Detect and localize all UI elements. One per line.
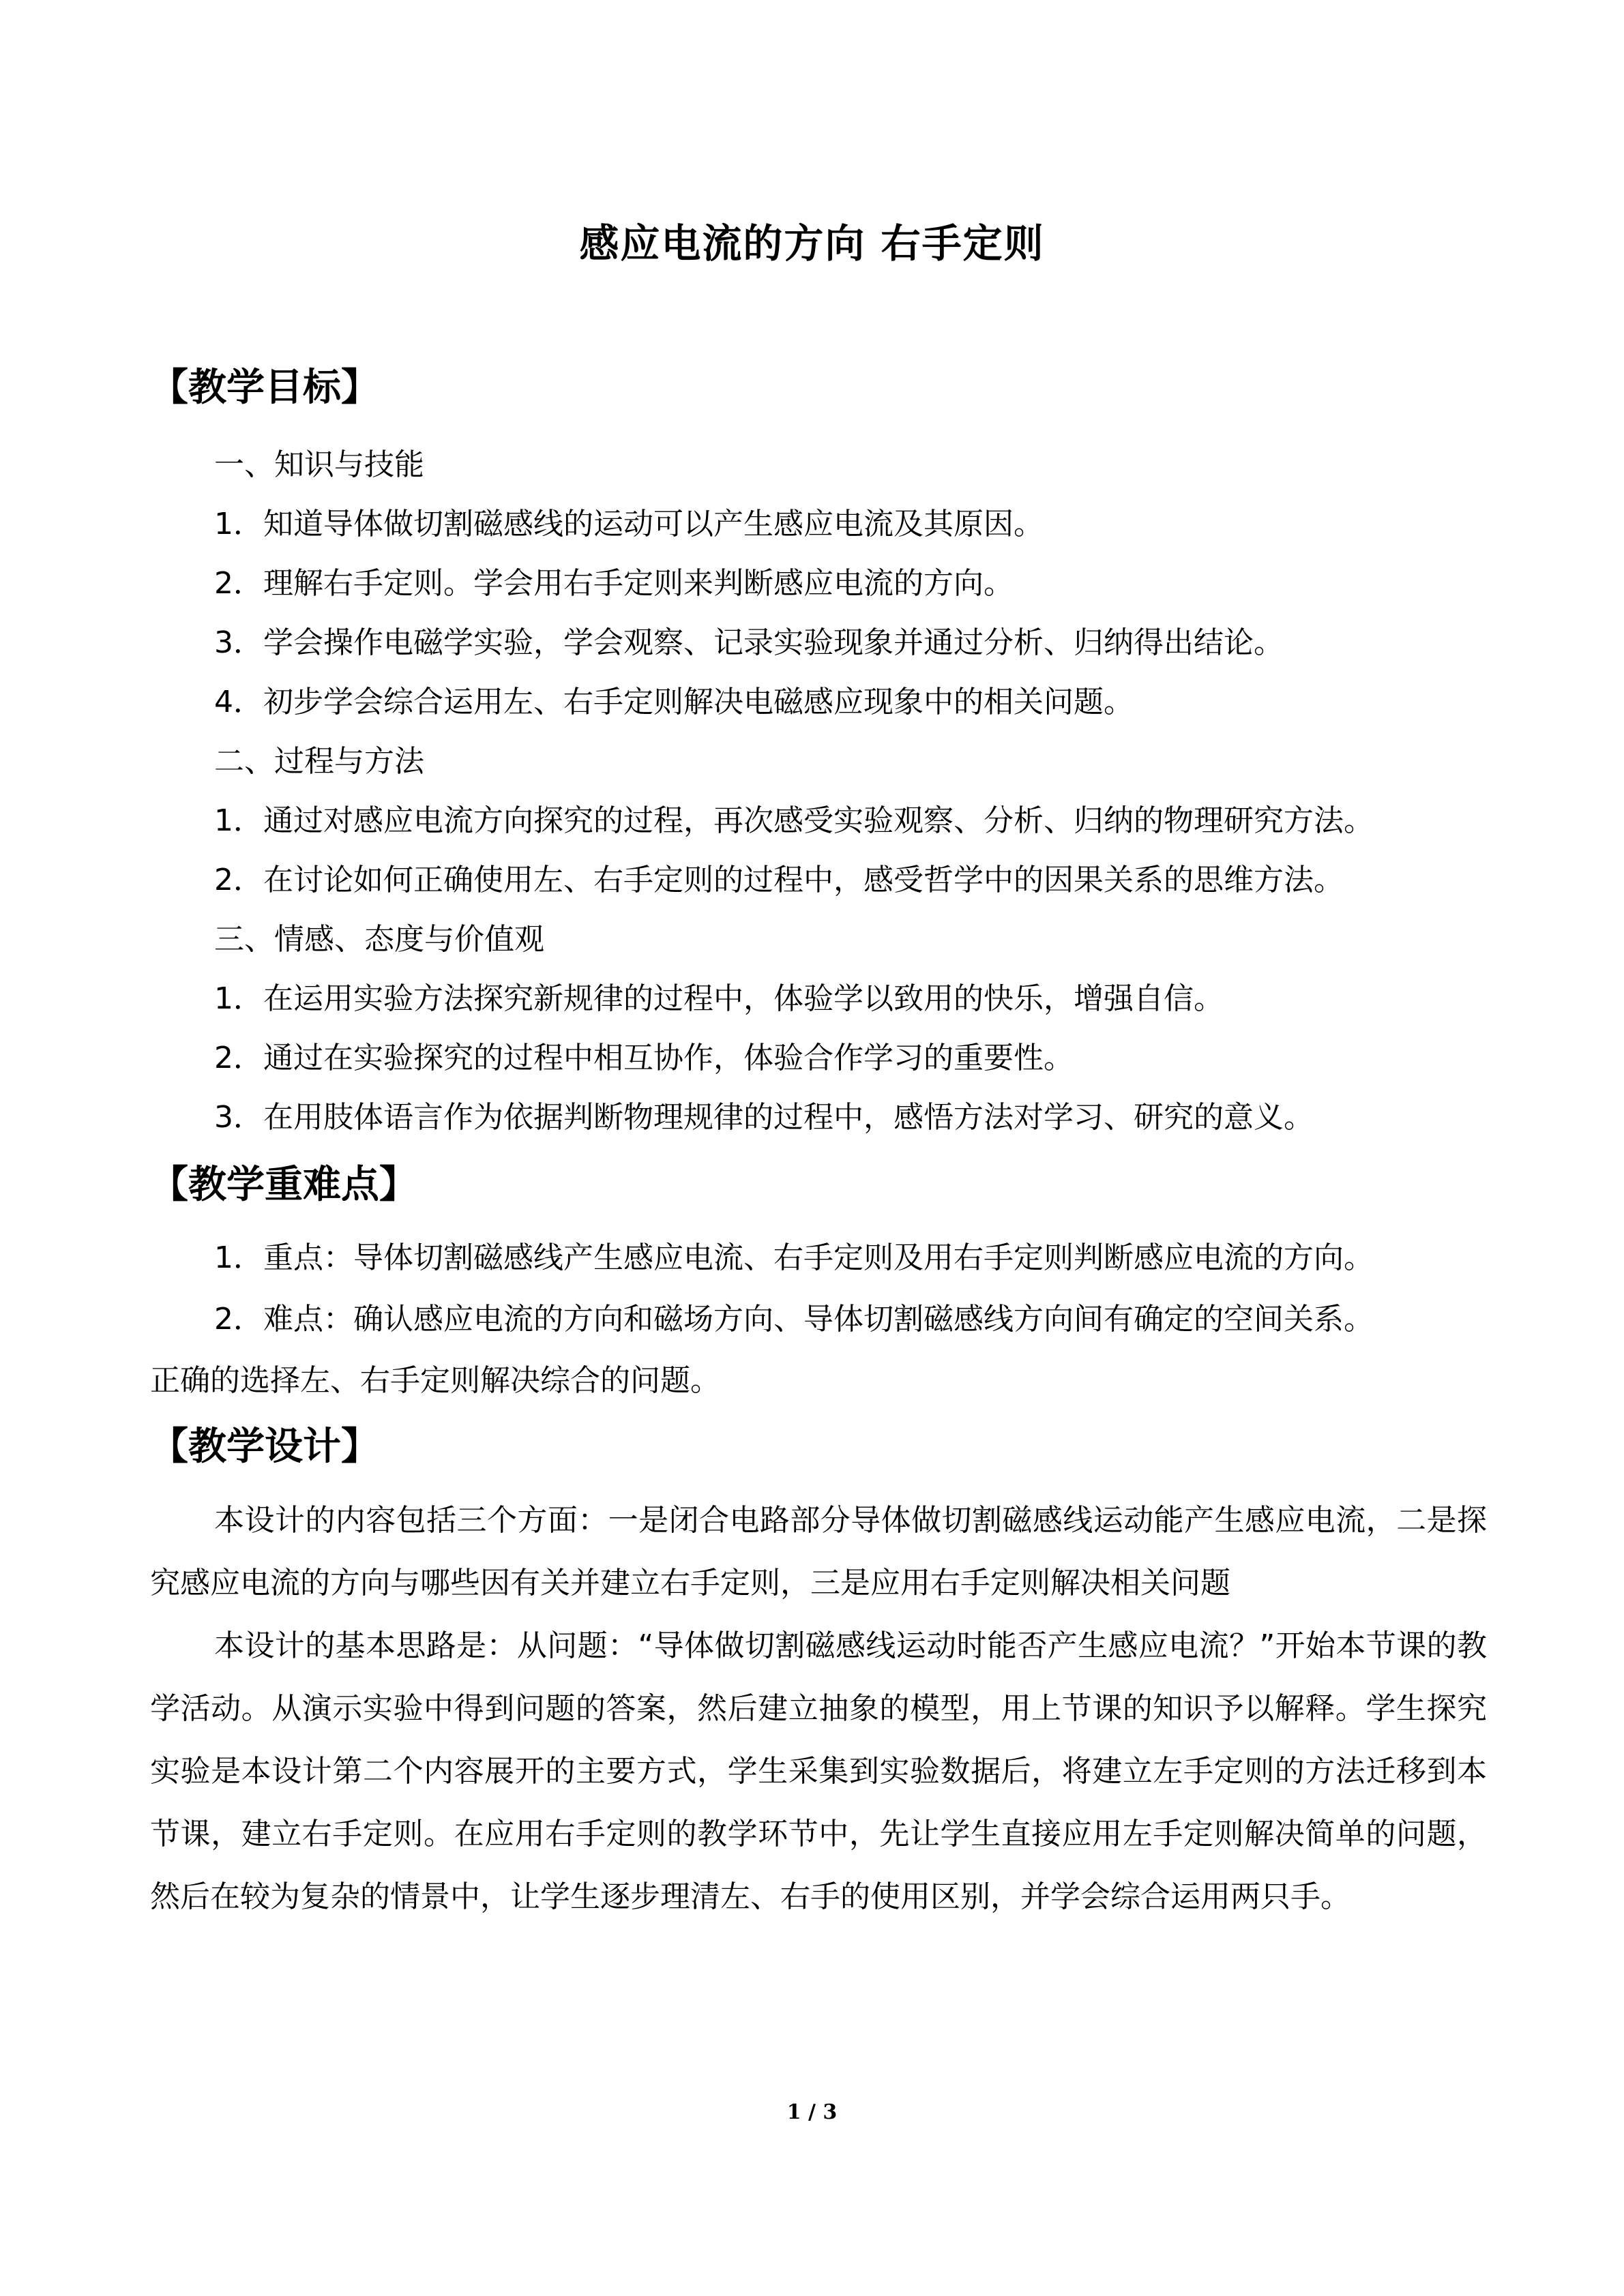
objectives-line: 1．知道导体做切割磁感线的运动可以产生感应电流及其原因。 <box>214 507 1044 541</box>
design-paragraph-approach: 本设计的基本思路是：从问题：“导体做切割磁感线运动时能否产生感应电流？”开始本节课的教学活动。从演示实验中得到问题的答案，然后建立抽象的模型，用上节课的知识予以解释。学生探究实验是本设计第二个内容展开的主要方式，学生采集到实验数据后，将建立左手定则的方法迁移到本节课，建立右手定则。在应用右手定则的教学环节中，先让学生直接应用左手定则解决简单的问题，然后在较为复杂的情景中，让学生逐步理清左、右手的使用区别，并学会综合运用两只手。 <box>150 1628 1487 1914</box>
objectives-line: 三、情感、态度与价值观 <box>214 922 544 957</box>
section-heading-key-difficult-points: 【教学重难点】 <box>150 1163 417 1207</box>
document-title: 感应电流的方向 右手定则 <box>579 220 1045 267</box>
objectives-line: 一、知识与技能 <box>214 447 424 482</box>
objectives-line: 1．在运用实验方法探究新规律的过程中，体验学以致用的快乐，增强自信。 <box>214 981 1224 1016</box>
design-paragraph-content: 本设计的内容包括三个方面：一是闭合电路部分导体做切割磁感线运动能产生感应电流，二是探究感应电流的方向与哪些因有关并建立右手定则，三是应用右手定则解决相关问题 <box>150 1503 1487 1600</box>
section-heading-teaching-design: 【教学设计】 <box>150 1425 379 1469</box>
objectives-line: 4．初步学会综合运用左、右手定则解决电磁感应现象中的相关问题。 <box>214 685 1134 719</box>
objectives-line: 2．通过在实验探究的过程中相互协作，体验合作学习的重要性。 <box>214 1041 1074 1075</box>
section-heading-teaching-objectives: 【教学目标】 <box>150 366 379 410</box>
objectives-line: 2．理解右手定则。学会用右手定则来判断感应电流的方向。 <box>214 566 1014 601</box>
document-body <box>150 355 1487 1928</box>
objectives-line: 1．通过对感应电流方向探究的过程，再次感受实验观察、分析、归纳的物理研究方法。 <box>214 803 1374 838</box>
objectives-line: 二、过程与方法 <box>214 744 424 779</box>
objectives-line: 2．在讨论如何正确使用左、右手定则的过程中，感受哲学中的因果关系的思维方法。 <box>214 863 1344 897</box>
key-point-line: 1．重点：导体切割磁感线产生感应电流、右手定则及用右手定则判断感应电流的方向。 <box>214 1240 1374 1275</box>
objectives-line: 3．学会操作电磁学实验，学会观察、记录实验现象并通过分析、归纳得出结论。 <box>214 625 1284 660</box>
page-number: 1 / 3 <box>786 2100 838 2124</box>
difficult-point-continuation: 正确的选择左、右手定则解决综合的问题。 <box>150 1363 720 1398</box>
objectives-line: 3．在用肢体语言作为依据判断物理规律的过程中，感悟方法对学习、研究的意义。 <box>214 1100 1314 1135</box>
difficult-point-line: 2．难点：确认感应电流的方向和磁场方向、导体切割磁感线方向间有确定的空间关系。 <box>214 1302 1374 1337</box>
